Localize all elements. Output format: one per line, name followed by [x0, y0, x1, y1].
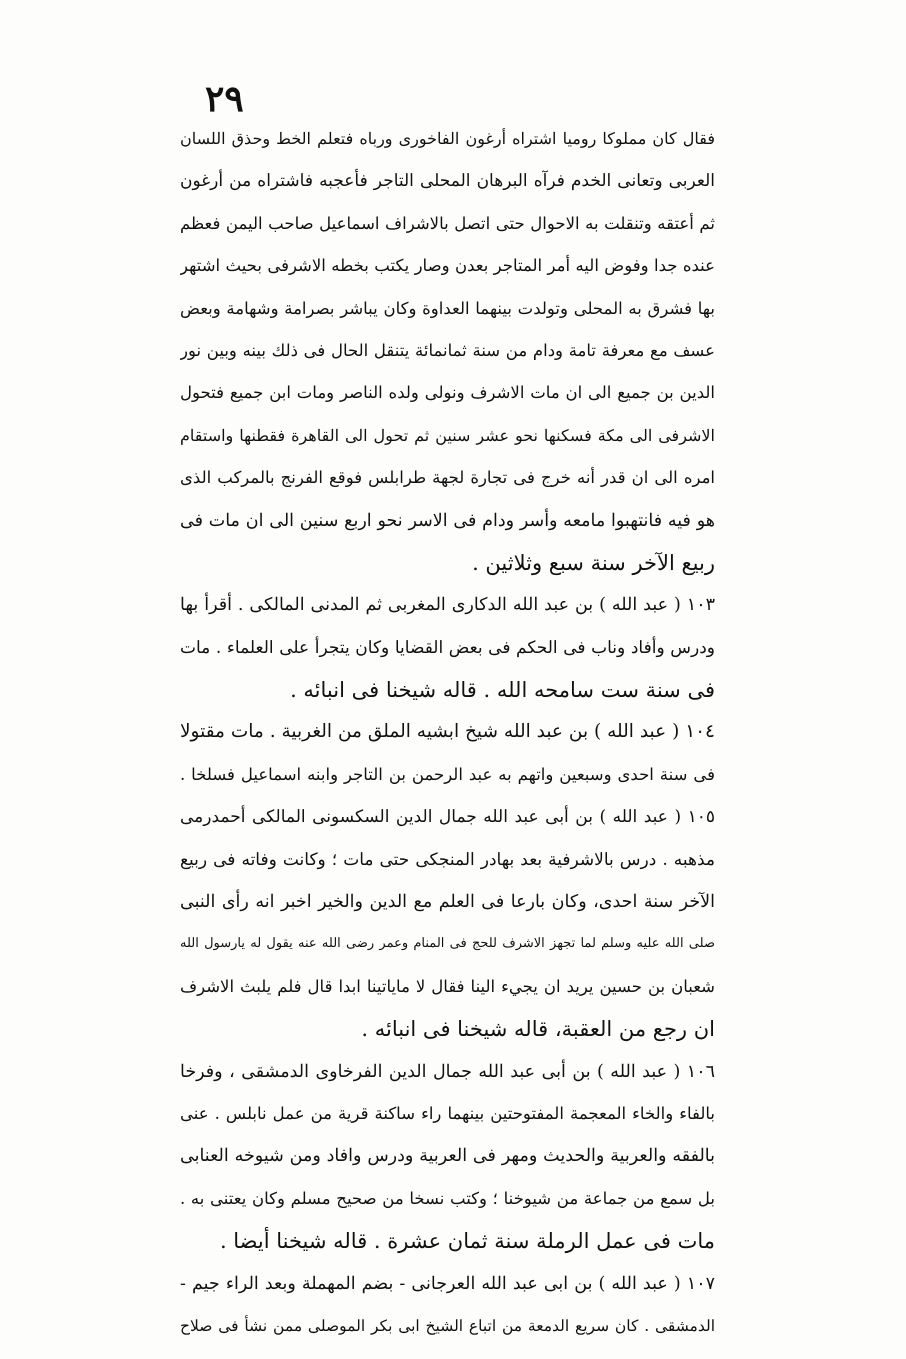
text-line: ١٠٣ ( عبد الله ) بن عبد الله الدكارى المغربى ثم المدنى المالكى . أقرأ بها	[180, 595, 715, 616]
text-line: فقال كان مملوكا روميا اشتراه أرغون الفاخورى ورباه فتعلم الخط وحذق اللسان	[180, 129, 715, 148]
text-line: الدين بن جميع الى ان مات الاشرف ونولى ولده الناصر ومات ابن جميع فتحول	[180, 383, 715, 403]
text-line: الدمشقى . كان سريع الدمعة من اتباع الشيخ ابى بكر الموصلى ممن نشأ فى صلاح	[180, 1316, 715, 1335]
text-line: شعبان بن حسين يريد ان يجيء الينا فقال لا ماياتينا ابدا قال فلم يلبث الاشرف	[180, 976, 715, 996]
text-line: بالفقه والعربية والحديث ومهر فى العربية ودرس وافاد ومن شيوخه العنابى	[180, 1146, 715, 1167]
text-line: فى سنة ست سامحه الله . قاله شيخنا فى انبائه .	[290, 678, 715, 703]
text-line: الاشرفى الى مكة فسكنها نحو عشر سنين ثم تحول الى القاهرة فقطنها واستقام	[180, 425, 715, 445]
text-line: ان رجع من العقبة، قاله شيخنا فى انبائه .	[361, 1017, 715, 1042]
text-line: ١٠٦ ( عبد الله ) بن أبى عبد الله جمال الدين الفرخاوى الدمشقى ، وفرخا	[180, 1061, 715, 1082]
text-line: عسف مع معرفة تامة ودام من سنة ثمانمائة يتنقل الحال فى ذلك بينه وبين نور	[180, 340, 715, 360]
text-line: فى سنة احدى وسبعين واتهم به عبد الرحمن بن التاجر وابنه اسماعيل فسلخا .	[180, 764, 715, 784]
text-line: ربيع الآخر سنة سبع وثلاثين .	[472, 550, 715, 575]
text-line: ١٠٥ ( عبد الله ) بن أبى عبد الله جمال الدين السكسونى المالكى أحمدرمى	[180, 807, 715, 828]
text-line: عنده جدا وفوض اليه أمر المتاجر بعدن وصار يكتب بخطه الاشرفى بحيث اشتهر	[180, 256, 715, 276]
text-line: مذهبه . درس بالاشرفية بعد بهادر المنجكى حتى مات ؛ وكانت وفاته فى ربيع	[180, 849, 715, 870]
text-line: العربى وتعانى الخدم فرآه البرهان المحلى التاجر فأعجبه فاشتراه من أرغون	[180, 171, 715, 192]
text-line: صلى الله عليه وسلم لما تجهز الاشرف للحج فى المنام وعمر رضى الله عنه يقول له يارسول الله	[180, 936, 715, 952]
text-line: الآخر سنة احدى، وكان بارعا فى العلم مع الدين والخير اخبر انه رأى النبى	[180, 892, 715, 913]
text-line: هو فيه فانتهبوا مامعه وأسر ودام فى الاسر نحو اربع سنين الى ان مات فى	[180, 510, 715, 531]
text-line: ١٠٤ ( عبد الله ) بن عبد الله شيخ ابشيه الملق من الغربية . مات مقتولا	[180, 721, 715, 743]
text-line: بل سمع من جماعة من شيوخنا ؛ وكتب نسخا من صحيح مسلم وكان يعتنى به .	[180, 1188, 715, 1208]
page-text	[180, 118, 715, 1347]
text-line: ودرس وأفاد وناب فى الحكم فى بعض القضايا وكان يتجرأ على العلماء . مات	[180, 637, 715, 658]
text-line: ثم أعتقه وتنقلت به الاحوال حتى اتصل بالاشراف اسماعيل صاحب اليمن فعظم	[180, 213, 715, 233]
text-line: بها فشرق به المحلى وتولدت بينهما العداوة وكان يباشر بصرامة وشهامة وبعض	[180, 298, 715, 318]
text-line: امره الى ان قدر أنه خرج فى تجارة لجهة طرابلس فوقع الفرنج بالمركب الذى	[180, 468, 715, 488]
text-line: مات فى عمل الرملة سنة ثمان عشرة . قاله شيخنا أيضا .	[219, 1229, 715, 1254]
text-line: بالفاء والخاء المعجمة المفتوحتين بينهما راء ساكنة قرية من عمل نابلس . عنى	[180, 1103, 715, 1123]
text-line: ١٠٧ ( عبد الله ) بن ابى عبد الله العرجانى - بضم المهملة وبعد الراء جيم -	[180, 1273, 715, 1294]
page-number: ٢٩	[205, 78, 244, 120]
